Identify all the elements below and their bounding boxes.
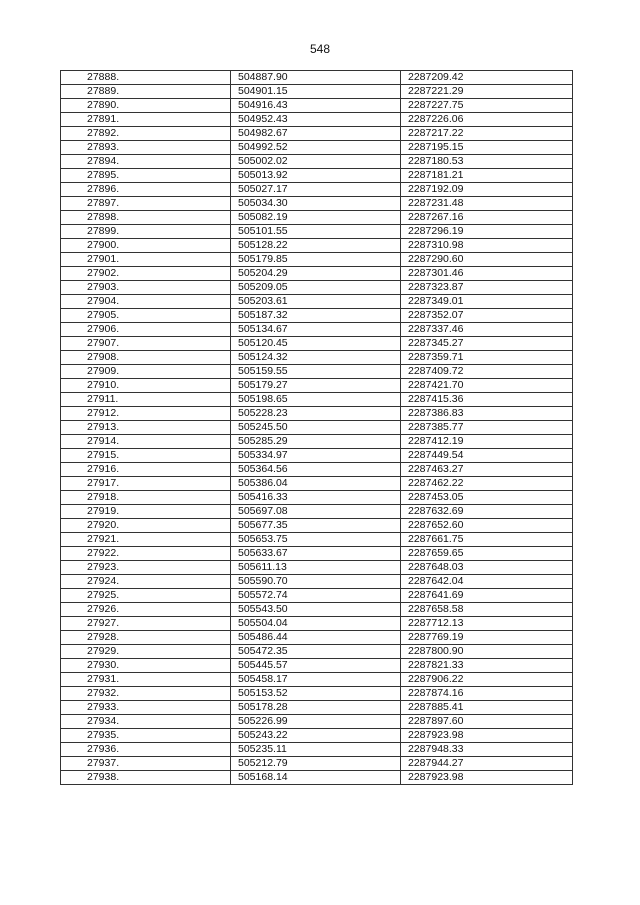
x-coordinate-cell: 505243.22 (231, 729, 401, 743)
y-coordinate-cell: 2287352.07 (401, 309, 573, 323)
table-row (61, 533, 573, 547)
point-number-cell: 27897. (61, 197, 231, 211)
y-coordinate-cell: 2287659.65 (401, 547, 573, 561)
x-coordinate-cell: 505179.27 (231, 379, 401, 393)
x-coordinate-cell: 504887.90 (231, 71, 401, 85)
x-coordinate-cell: 505590.70 (231, 575, 401, 589)
point-number-cell: 27905. (61, 309, 231, 323)
point-number-cell: 27909. (61, 365, 231, 379)
x-coordinate-cell: 505179.85 (231, 253, 401, 267)
y-coordinate-cell: 2287209.42 (401, 71, 573, 85)
point-number-cell: 27890. (61, 99, 231, 113)
y-coordinate-cell: 2287345.27 (401, 337, 573, 351)
y-coordinate-cell: 2287948.33 (401, 743, 573, 757)
point-number-cell: 27932. (61, 687, 231, 701)
point-number-cell: 27937. (61, 757, 231, 771)
y-coordinate-cell: 2287642.04 (401, 575, 573, 589)
point-number-cell: 27925. (61, 589, 231, 603)
point-number-cell: 27894. (61, 155, 231, 169)
point-number-cell: 27930. (61, 659, 231, 673)
point-number-cell: 27903. (61, 281, 231, 295)
y-coordinate-cell: 2287463.27 (401, 463, 573, 477)
point-number-cell: 27911. (61, 393, 231, 407)
x-coordinate-cell: 505204.29 (231, 267, 401, 281)
point-number-cell: 27892. (61, 127, 231, 141)
table-row (61, 645, 573, 659)
y-coordinate-cell: 2287180.53 (401, 155, 573, 169)
table-row (61, 421, 573, 435)
point-number-cell: 27922. (61, 547, 231, 561)
y-coordinate-cell: 2287359.71 (401, 351, 573, 365)
point-number-cell: 27913. (61, 421, 231, 435)
table-row (61, 617, 573, 631)
x-coordinate-cell: 505677.35 (231, 519, 401, 533)
point-number-cell: 27889. (61, 85, 231, 99)
y-coordinate-cell: 2287415.36 (401, 393, 573, 407)
point-number-cell: 27915. (61, 449, 231, 463)
point-number-cell: 27938. (61, 771, 231, 785)
y-coordinate-cell: 2287906.22 (401, 673, 573, 687)
table-row (61, 407, 573, 421)
table-row (61, 589, 573, 603)
x-coordinate-cell: 505458.17 (231, 673, 401, 687)
y-coordinate-cell: 2287323.87 (401, 281, 573, 295)
table-row (61, 113, 573, 127)
point-number-cell: 27927. (61, 617, 231, 631)
x-coordinate-cell: 505082.19 (231, 211, 401, 225)
table-row (61, 603, 573, 617)
point-number-cell: 27893. (61, 141, 231, 155)
table-row (61, 71, 573, 85)
coordinates-table (60, 70, 573, 785)
point-number-cell: 27931. (61, 673, 231, 687)
y-coordinate-cell: 2287221.29 (401, 85, 573, 99)
table-row (61, 519, 573, 533)
coordinates-table-body (61, 71, 573, 785)
x-coordinate-cell: 505697.08 (231, 505, 401, 519)
y-coordinate-cell: 2287296.19 (401, 225, 573, 239)
table-row (61, 323, 573, 337)
x-coordinate-cell: 505472.35 (231, 645, 401, 659)
table-row (61, 393, 573, 407)
x-coordinate-cell: 505285.29 (231, 435, 401, 449)
x-coordinate-cell: 505245.50 (231, 421, 401, 435)
point-number-cell: 27899. (61, 225, 231, 239)
x-coordinate-cell: 505120.45 (231, 337, 401, 351)
y-coordinate-cell: 2287661.75 (401, 533, 573, 547)
x-coordinate-cell: 505226.99 (231, 715, 401, 729)
table-row (61, 463, 573, 477)
y-coordinate-cell: 2287409.72 (401, 365, 573, 379)
y-coordinate-cell: 2287192.09 (401, 183, 573, 197)
y-coordinate-cell: 2287712.13 (401, 617, 573, 631)
table-row (61, 491, 573, 505)
x-coordinate-cell: 505416.33 (231, 491, 401, 505)
point-number-cell: 27926. (61, 603, 231, 617)
table-row (61, 99, 573, 113)
y-coordinate-cell: 2287337.46 (401, 323, 573, 337)
table-row (61, 211, 573, 225)
x-coordinate-cell: 505101.55 (231, 225, 401, 239)
point-number-cell: 27917. (61, 477, 231, 491)
x-coordinate-cell: 505486.44 (231, 631, 401, 645)
y-coordinate-cell: 2287217.22 (401, 127, 573, 141)
table-row (61, 85, 573, 99)
point-number-cell: 27936. (61, 743, 231, 757)
point-number-cell: 27907. (61, 337, 231, 351)
table-row (61, 337, 573, 351)
x-coordinate-cell: 505212.79 (231, 757, 401, 771)
x-coordinate-cell: 505134.67 (231, 323, 401, 337)
y-coordinate-cell: 2287301.46 (401, 267, 573, 281)
table-row (61, 155, 573, 169)
point-number-cell: 27935. (61, 729, 231, 743)
y-coordinate-cell: 2287897.60 (401, 715, 573, 729)
x-coordinate-cell: 505159.55 (231, 365, 401, 379)
table-row (61, 295, 573, 309)
y-coordinate-cell: 2287290.60 (401, 253, 573, 267)
table-row (61, 575, 573, 589)
x-coordinate-cell: 504901.15 (231, 85, 401, 99)
table-row (61, 547, 573, 561)
y-coordinate-cell: 2287923.98 (401, 771, 573, 785)
table-row (61, 477, 573, 491)
table-row (61, 659, 573, 673)
x-coordinate-cell: 504992.52 (231, 141, 401, 155)
x-coordinate-cell: 505543.50 (231, 603, 401, 617)
table-row (61, 729, 573, 743)
x-coordinate-cell: 505504.04 (231, 617, 401, 631)
y-coordinate-cell: 2287658.58 (401, 603, 573, 617)
y-coordinate-cell: 2287874.16 (401, 687, 573, 701)
table-row (61, 141, 573, 155)
x-coordinate-cell: 505013.92 (231, 169, 401, 183)
table-row (61, 309, 573, 323)
y-coordinate-cell: 2287421.70 (401, 379, 573, 393)
y-coordinate-cell: 2287821.33 (401, 659, 573, 673)
x-coordinate-cell: 505027.17 (231, 183, 401, 197)
table-row (61, 183, 573, 197)
point-number-cell: 27910. (61, 379, 231, 393)
x-coordinate-cell: 504916.43 (231, 99, 401, 113)
x-coordinate-cell: 505445.57 (231, 659, 401, 673)
y-coordinate-cell: 2287632.69 (401, 505, 573, 519)
table-row (61, 365, 573, 379)
table-row (61, 197, 573, 211)
x-coordinate-cell: 505572.74 (231, 589, 401, 603)
table-row (61, 673, 573, 687)
y-coordinate-cell: 2287800.90 (401, 645, 573, 659)
point-number-cell: 27914. (61, 435, 231, 449)
table-row (61, 253, 573, 267)
y-coordinate-cell: 2287226.06 (401, 113, 573, 127)
point-number-cell: 27901. (61, 253, 231, 267)
x-coordinate-cell: 505653.75 (231, 533, 401, 547)
table-row (61, 281, 573, 295)
x-coordinate-cell: 504952.43 (231, 113, 401, 127)
table-row (61, 757, 573, 771)
point-number-cell: 27891. (61, 113, 231, 127)
point-number-cell: 27888. (61, 71, 231, 85)
y-coordinate-cell: 2287412.19 (401, 435, 573, 449)
point-number-cell: 27916. (61, 463, 231, 477)
y-coordinate-cell: 2287386.83 (401, 407, 573, 421)
y-coordinate-cell: 2287449.54 (401, 449, 573, 463)
point-number-cell: 27902. (61, 267, 231, 281)
table-row (61, 239, 573, 253)
y-coordinate-cell: 2287195.15 (401, 141, 573, 155)
table-row (61, 351, 573, 365)
point-number-cell: 27900. (61, 239, 231, 253)
table-row (61, 379, 573, 393)
y-coordinate-cell: 2287641.69 (401, 589, 573, 603)
point-number-cell: 27896. (61, 183, 231, 197)
x-coordinate-cell: 505187.32 (231, 309, 401, 323)
point-number-cell: 27923. (61, 561, 231, 575)
y-coordinate-cell: 2287769.19 (401, 631, 573, 645)
y-coordinate-cell: 2287462.22 (401, 477, 573, 491)
x-coordinate-cell: 505633.67 (231, 547, 401, 561)
x-coordinate-cell: 505228.23 (231, 407, 401, 421)
y-coordinate-cell: 2287231.48 (401, 197, 573, 211)
x-coordinate-cell: 505203.61 (231, 295, 401, 309)
page-number: 548 (309, 42, 331, 56)
table-row (61, 127, 573, 141)
point-number-cell: 27912. (61, 407, 231, 421)
point-number-cell: 27933. (61, 701, 231, 715)
x-coordinate-cell: 505178.28 (231, 701, 401, 715)
x-coordinate-cell: 505124.32 (231, 351, 401, 365)
table-row (61, 561, 573, 575)
x-coordinate-cell: 505128.22 (231, 239, 401, 253)
y-coordinate-cell: 2287267.16 (401, 211, 573, 225)
y-coordinate-cell: 2287648.03 (401, 561, 573, 575)
point-number-cell: 27921. (61, 533, 231, 547)
y-coordinate-cell: 2287944.27 (401, 757, 573, 771)
point-number-cell: 27906. (61, 323, 231, 337)
x-coordinate-cell: 505235.11 (231, 743, 401, 757)
y-coordinate-cell: 2287923.98 (401, 729, 573, 743)
point-number-cell: 27908. (61, 351, 231, 365)
table-row (61, 743, 573, 757)
table-row (61, 435, 573, 449)
x-coordinate-cell: 505611.13 (231, 561, 401, 575)
point-number-cell: 27918. (61, 491, 231, 505)
point-number-cell: 27928. (61, 631, 231, 645)
table-row (61, 225, 573, 239)
y-coordinate-cell: 2287453.05 (401, 491, 573, 505)
x-coordinate-cell: 505153.52 (231, 687, 401, 701)
point-number-cell: 27920. (61, 519, 231, 533)
table-row (61, 169, 573, 183)
x-coordinate-cell: 505168.14 (231, 771, 401, 785)
table-row (61, 449, 573, 463)
x-coordinate-cell: 505209.05 (231, 281, 401, 295)
point-number-cell: 27924. (61, 575, 231, 589)
table-row (61, 267, 573, 281)
table-row (61, 771, 573, 785)
x-coordinate-cell: 505034.30 (231, 197, 401, 211)
x-coordinate-cell: 505334.97 (231, 449, 401, 463)
x-coordinate-cell: 505364.56 (231, 463, 401, 477)
x-coordinate-cell: 504982.67 (231, 127, 401, 141)
point-number-cell: 27919. (61, 505, 231, 519)
y-coordinate-cell: 2287885.41 (401, 701, 573, 715)
y-coordinate-cell: 2287385.77 (401, 421, 573, 435)
point-number-cell: 27934. (61, 715, 231, 729)
y-coordinate-cell: 2287349.01 (401, 295, 573, 309)
y-coordinate-cell: 2287181.21 (401, 169, 573, 183)
x-coordinate-cell: 505386.04 (231, 477, 401, 491)
point-number-cell: 27895. (61, 169, 231, 183)
table-row (61, 505, 573, 519)
table-row (61, 631, 573, 645)
table-row (61, 701, 573, 715)
point-number-cell: 27929. (61, 645, 231, 659)
table-row (61, 715, 573, 729)
y-coordinate-cell: 2287310.98 (401, 239, 573, 253)
y-coordinate-cell: 2287227.75 (401, 99, 573, 113)
x-coordinate-cell: 505198.65 (231, 393, 401, 407)
table-row (61, 687, 573, 701)
y-coordinate-cell: 2287652.60 (401, 519, 573, 533)
point-number-cell: 27898. (61, 211, 231, 225)
point-number-cell: 27904. (61, 295, 231, 309)
x-coordinate-cell: 505002.02 (231, 155, 401, 169)
